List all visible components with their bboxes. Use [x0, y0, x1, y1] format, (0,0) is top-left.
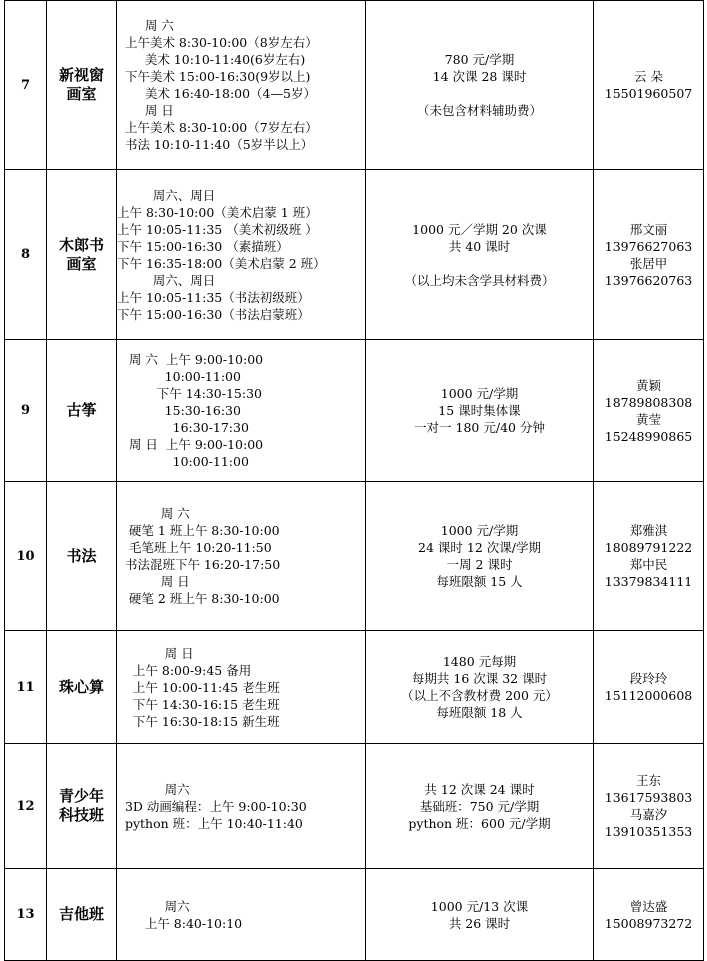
course-name-line: 画室 [66, 85, 97, 103]
row-number: 11 [5, 631, 47, 744]
fee-line: 14 次课 28 课时 [432, 69, 527, 84]
schedule-line: 周 六 [117, 18, 174, 33]
course-table [4, 0, 704, 961]
contact-line: 15248990865 [604, 428, 693, 444]
table-row [5, 170, 704, 340]
table-row [5, 744, 704, 869]
fee-line: 每班限额 18 人 [436, 705, 523, 720]
contact-cell [594, 170, 704, 340]
fee-cell [366, 1, 594, 170]
fee-line: 1000 元/学期 [440, 523, 519, 538]
contact-line: 黄莹 [635, 411, 661, 427]
contact-line: 13379834111 [604, 574, 693, 589]
schedule-line: 周六、周日 [117, 187, 216, 203]
course-name [47, 340, 117, 482]
schedule-line: 16:30-17:30 [117, 420, 249, 435]
fee-line: （以上均未含学具材料费） [404, 272, 555, 288]
row-number: 12 [5, 744, 47, 869]
course-name [47, 1, 117, 170]
schedule-line: 下午 15:00-16:30 （素描班） [117, 238, 289, 254]
row-number: 7 [5, 1, 47, 170]
contact-cell [594, 482, 704, 631]
course-name-line: 古筝 [66, 401, 97, 419]
fee-line: 1480 元每期 [442, 654, 517, 669]
schedule-line: 下午 14:30-16:15 老生班 [117, 696, 280, 712]
fee-line: 共 40 课时 [448, 238, 511, 254]
schedule-line: 上午 10:05-11:35（书法初级班） [117, 289, 310, 305]
schedule-line: 周 日 上午 9:00-10:00 [117, 437, 264, 452]
contact-line: 13976627063 [604, 238, 693, 254]
fee-line: 15 课时集体课 [438, 403, 521, 418]
course-name-line: 新视窗 [58, 66, 104, 84]
course-name-line: 珠心算 [58, 677, 104, 696]
schedule-line: 书法 10:10-11:40（5岁半以上） [117, 137, 314, 152]
schedule-line: 3D 动画编程：上午 9:00-10:30 [117, 798, 307, 814]
fee-line: 1000 元/学期 [440, 386, 519, 401]
schedule-line: 上午 8:30-10:00（美术启蒙 1 班） [117, 204, 318, 220]
contact-line: 张居甲 [629, 255, 668, 271]
course-name [47, 869, 117, 961]
schedule-line: 硬笔 1 班上午 8:30-10:00 [117, 523, 280, 538]
schedule-line: 下午 15:00-16:30（书法启蒙班） [117, 306, 310, 322]
contact-line: 15008973272 [604, 915, 693, 931]
table-row [5, 869, 704, 961]
contact-line: 18089791222 [604, 540, 693, 555]
contact-line: 邢文丽 [629, 221, 668, 237]
course-name-line: 木郎书 [58, 235, 104, 254]
schedule-line: 上午 8:40-10:10 [117, 915, 243, 931]
schedule-line: 下午 16:35-18:00（美术启蒙 2 班） [117, 255, 326, 271]
row-number: 13 [5, 869, 47, 961]
schedule-line: 毛笔班上午 10:20-11:50 [117, 540, 272, 555]
contact-cell [594, 744, 704, 869]
fee-cell [366, 869, 594, 961]
course-name-line: 科技班 [58, 806, 104, 824]
schedule-line: 上午美术 8:30-10:00（8岁左右） [117, 35, 318, 50]
course-name [47, 482, 117, 631]
contact-line: 15112000608 [604, 688, 693, 703]
contact-cell [594, 869, 704, 961]
schedule-line: 10:00-11:00 [117, 454, 249, 469]
fee-line: 每期共 16 次课 32 课时 [411, 671, 548, 686]
schedule-line: 下午美术 15:00-16:30(9岁以上) [117, 69, 311, 84]
schedule-line: 上午美术 8:30-10:00（7岁左右） [117, 120, 318, 135]
schedule-line: 书法混班下午 16:20-17:50 [117, 557, 281, 572]
schedule-line: 周六、周日 [117, 272, 216, 288]
schedule-line: 下午 16:30-18:15 新生班 [117, 713, 280, 729]
schedule-line: 周六 [117, 781, 190, 797]
fee-cell [366, 631, 594, 744]
contact-line: 13976620763 [604, 272, 693, 288]
fee-line: 1000 元/13 次课 [430, 898, 529, 914]
schedule-line: 周 日 [117, 645, 194, 661]
contact-line: 段玲玲 [629, 671, 668, 686]
fee-line [366, 255, 593, 272]
schedule-cell [117, 340, 366, 482]
schedule-line: 美术 10:10-11:40(6岁左右) [117, 52, 306, 67]
contact-line: 13910351353 [604, 824, 693, 839]
fee-line: （未包含材料辅助费） [416, 103, 542, 118]
row-number: 10 [5, 482, 47, 631]
schedule-line: 下午 14:30-15:30 [117, 386, 262, 401]
fee-line: 共 26 课时 [448, 915, 511, 931]
contact-line: 郑雅淇 [629, 523, 668, 538]
fee-line: 780 元/学期 [444, 52, 515, 67]
course-name [47, 631, 117, 744]
contact-cell [594, 1, 704, 170]
fee-cell [366, 170, 594, 340]
schedule-cell [117, 170, 366, 340]
schedule-line: 15:30-16:30 [117, 403, 241, 418]
schedule-cell [117, 869, 366, 961]
fee-line: 共 12 次课 24 课时 [424, 781, 535, 797]
fee-cell [366, 744, 594, 869]
fee-line: 1000 元／学期 20 次课 [412, 221, 547, 237]
row-number: 8 [5, 170, 47, 340]
contact-line: 18789808308 [604, 394, 693, 410]
contact-line: 郑中民 [629, 557, 668, 572]
table-row [5, 631, 704, 744]
table-row [5, 482, 704, 631]
course-name [47, 744, 117, 869]
schedule-line: 10:00-11:00 [117, 369, 241, 384]
schedule-line: 周六 [117, 898, 190, 914]
fee-cell [366, 340, 594, 482]
fee-line: 一对一 180 元/40 分钟 [414, 420, 545, 435]
course-name-line: 书法 [66, 546, 97, 565]
fee-line: 一周 2 课时 [446, 557, 513, 572]
table-row [5, 340, 704, 482]
fee-line: 基础班：750 元/学期 [419, 798, 540, 814]
contact-line: 马嘉汐 [629, 807, 668, 822]
fee-line: （以上不含教材费 200 元） [401, 688, 558, 703]
contact-line: 云 朵 [634, 69, 663, 84]
schedule-cell [117, 631, 366, 744]
contact-line: 13617593803 [604, 790, 693, 805]
schedule-line: 周 日 [117, 103, 174, 118]
schedule-line: 周 日 [117, 574, 190, 589]
row-number: 9 [5, 340, 47, 482]
fee-line: 每班限额 15 人 [436, 574, 523, 589]
course-name-line: 画室 [66, 254, 97, 273]
fee-line: python 班：600 元/学期 [408, 815, 551, 831]
course-name-line: 青少年 [58, 787, 104, 805]
schedule-line: 上午 10:00-11:45 老生班 [117, 679, 280, 695]
schedule-line: python 班：上午 10:40-11:40 [117, 815, 303, 831]
fee-cell [366, 482, 594, 631]
course-name [47, 170, 117, 340]
course-name-line: 吉他班 [58, 905, 104, 923]
contact-line: 王东 [635, 773, 661, 788]
contact-line: 曾达盛 [629, 898, 668, 914]
schedule-cell [117, 744, 366, 869]
table-row [5, 1, 704, 170]
course-table-body [5, 1, 704, 961]
schedule-line: 硬笔 2 班上午 8:30-10:00 [117, 591, 280, 606]
contact-cell [594, 631, 704, 744]
contact-cell [594, 340, 704, 482]
schedule-line: 上午 8:00-9:45 备用 [117, 662, 252, 678]
contact-line: 15501960507 [604, 86, 693, 101]
schedule-line: 上午 10:05-11:35 （美术初级班 ） [117, 221, 318, 237]
schedule-line: 周 六 上午 9:00-10:00 [117, 352, 264, 367]
contact-line: 黄颖 [635, 377, 661, 393]
fee-line [366, 85, 593, 102]
schedule-line: 美术 16:40-18:00（4—5岁） [117, 86, 316, 101]
schedule-cell [117, 482, 366, 631]
schedule-cell [117, 1, 366, 170]
fee-line: 24 课时 12 次课/学期 [418, 540, 541, 555]
schedule-line: 周 六 [117, 506, 190, 521]
